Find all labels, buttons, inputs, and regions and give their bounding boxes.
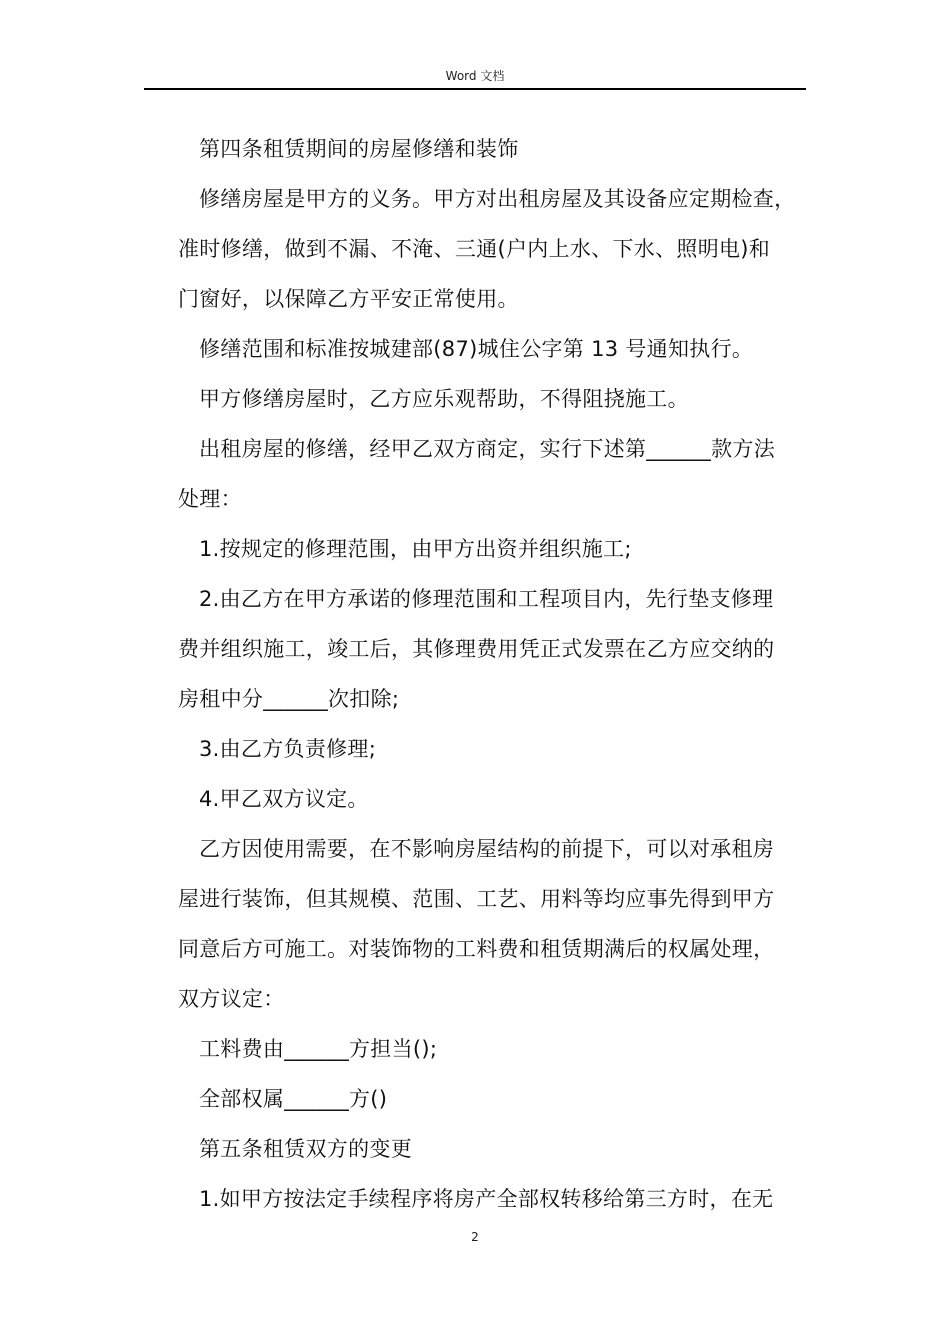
- list-item: 4.甲乙双方议定。: [199, 787, 369, 811]
- list-item: 3.由乙方负责修理;: [199, 737, 377, 761]
- document-header: [144, 64, 806, 90]
- document-body: [178, 124, 810, 1224]
- header-title: Word 文档: [445, 69, 505, 83]
- paragraph-line: 准时修缮，做到不漏、不淹、三通(户内上水、下水、照明电)和: [178, 237, 771, 261]
- paragraph-line: 处理：: [178, 487, 242, 511]
- paragraph-line: 甲方修缮房屋时，乙方应乐观帮助，不得阻挠施工。: [199, 387, 689, 411]
- paragraph-line: 乙方因使用需要，在不影响房屋结构的前提下，可以对承租房: [199, 837, 775, 861]
- paragraph-line: 全部权属______方(): [199, 1087, 388, 1111]
- page-number: 2: [471, 1230, 479, 1244]
- paragraph-line: 工料费由______方担当();: [199, 1037, 438, 1061]
- paragraph-line: 出租房屋的修缮，经甲乙双方商定，实行下述第______款方法: [199, 437, 775, 461]
- paragraph-line: 房租中分______次扣除;: [178, 687, 400, 711]
- list-item: 1.如甲方按法定手续程序将房产全部权转移给第三方时，在无: [199, 1187, 774, 1211]
- paragraph-line: 双方议定：: [178, 987, 285, 1011]
- paragraph-line: 同意后方可施工。对装饰物的工料费和租赁期满后的权属处理，: [178, 937, 775, 961]
- list-item: 1.按规定的修理范围，由甲方出资并组织施工;: [199, 537, 632, 561]
- paragraph-line: 费并组织施工，竣工后，其修理费用凭正式发票在乙方应交纳的: [178, 637, 775, 661]
- page-footer: [0, 1230, 950, 1244]
- article-four-heading: 第四条租赁期间的房屋修缮和装饰: [199, 137, 519, 161]
- list-item: 2.由乙方在甲方承诺的修理范围和工程项目内，先行垫支修理: [199, 587, 774, 611]
- paragraph-line: 屋进行装饰，但其规模、范围、工艺、用料等均应事先得到甲方: [178, 887, 775, 911]
- paragraph-line: 修缮房屋是甲方的义务。甲方对出租房屋及其设备应定期检查，: [199, 187, 796, 211]
- paragraph-line: 修缮范围和标准按城建部(87)城住公字第 13 号通知执行。: [199, 337, 754, 361]
- paragraph-line: 门窗好，以保障乙方平安正常使用。: [178, 287, 519, 311]
- article-five-heading: 第五条租赁双方的变更: [199, 1137, 412, 1161]
